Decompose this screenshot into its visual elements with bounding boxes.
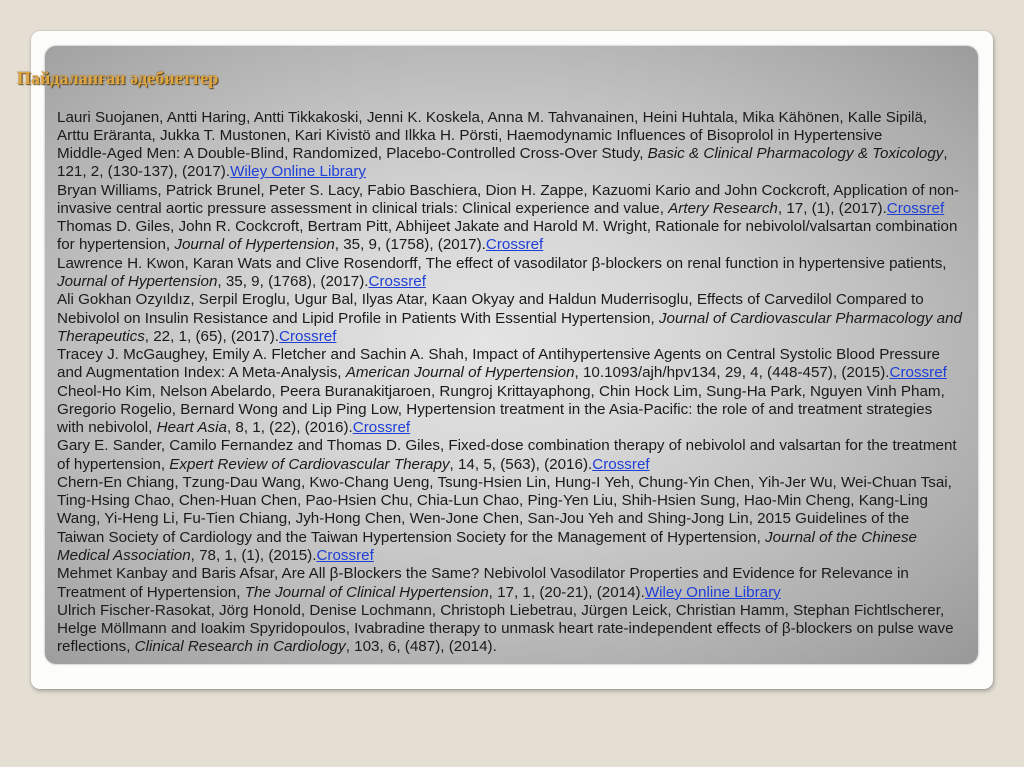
reference-line	[57, 163, 962, 181]
reference-text: Ulrich Fischer-Rasokat, Jörg Honold, Denise Lochmann, Christoph Liebetrau, Jürgen Leick, Christian Hamm, Stephan Fichtlscherer,	[57, 601, 945, 619]
reference-line	[57, 419, 962, 437]
reference-text: , 35, 9, (1758), (2017).	[334, 236, 486, 254]
reference-text: invasive central aortic pressure assessment in clinical trials: Clinical experience and value,	[57, 199, 669, 217]
reference-line	[57, 255, 962, 273]
reference-text: Taiwan Society of Cardiology and the Taiwan Hypertension Society for the Management of Hypertension,	[57, 528, 766, 546]
reference-text: , 10.1093/ajh/hpv134, 29, 4, (448-457), (2015).	[574, 364, 890, 382]
journal-title: Journal of Hypertension	[57, 272, 218, 290]
reference-text: for hypertension,	[57, 236, 175, 254]
journal-title: Journal of Cardiovascular Pharmacology and	[658, 309, 962, 327]
wiley-online-library-link[interactable]: Wiley Online Library	[644, 583, 781, 601]
reference-item	[57, 109, 962, 182]
reference-line	[57, 529, 962, 547]
reference-line	[57, 364, 962, 382]
journal-title: Heart Asia	[156, 419, 227, 437]
reference-text: Middle-Aged Men: A Double-Blind, Randomized, Placebo-Controlled Cross-Over Study,	[57, 145, 648, 163]
reference-item	[57, 565, 962, 602]
crossref-link[interactable]: Crossref	[889, 364, 947, 382]
slide-title: Пайдаланған әдебиеттер	[17, 68, 219, 88]
reference-line	[57, 547, 962, 565]
journal-title: Expert Review of Cardiovascular Therapy	[169, 455, 450, 473]
reference-line	[57, 109, 962, 127]
journal-title: Journal of Hypertension	[174, 236, 335, 254]
journal-title: Basic & Clinical Pharmacology & Toxicology	[647, 145, 944, 163]
reference-text: Chern-En Chiang, Tzung-Dau Wang, Kwo-Chang Ueng, Tsung-Hsien Lin, Hung-I Yeh, Chung-Yin Chen, Yih-Jer Wu, Wei-Chuan Tsai,	[57, 473, 952, 491]
reference-line	[57, 401, 962, 419]
reference-text: Ali Gokhan Ozyıldız, Serpil Eroglu, Ugur Bal, Ilyas Atar, Kaan Okyay and Haldun Muderrisoglu, Effects of Carvedilol Compared to	[57, 291, 924, 309]
reference-line	[57, 565, 962, 583]
reference-line	[57, 328, 962, 346]
reference-text: , 17, (1), (2017).	[777, 199, 887, 217]
reference-item	[57, 218, 962, 255]
reference-line	[57, 200, 962, 218]
reference-text: Lawrence H. Kwon, Karan Wats and Clive Rosendorff, The effect of vasodilator β-blockers on renal function in hypertensive patients,	[57, 254, 947, 272]
crossref-link[interactable]: Crossref	[485, 236, 544, 254]
reference-text: , 8, 1, (22), (2016).	[226, 419, 353, 437]
reference-text: , 22, 1, (65), (2017).	[144, 327, 280, 345]
reference-text: and Augmentation Index: A Meta-Analysis,	[57, 364, 346, 382]
reference-line	[57, 510, 962, 528]
reference-text: , 35, 9, (1768), (2017).	[217, 272, 369, 290]
reference-line	[57, 437, 962, 455]
reference-item	[57, 474, 962, 565]
journal-title: Artery Research	[668, 199, 778, 217]
crossref-link[interactable]: Crossref	[368, 272, 426, 290]
reference-item	[57, 182, 962, 219]
reference-line	[57, 127, 962, 145]
content-panel	[45, 46, 978, 664]
reference-item	[57, 291, 962, 346]
crossref-link[interactable]: Crossref	[886, 199, 945, 217]
journal-title: The Journal of Clinical Hypertension	[244, 583, 489, 601]
crossref-link[interactable]: Crossref	[592, 455, 650, 473]
reference-line	[57, 474, 962, 492]
reference-text: Arttu Eräranta, Jukka T. Mustonen, Kari Kivistö and Ilkka H. Pörsti, Haemodynamic Influences of Bisoprolol in Hypertensive	[57, 126, 883, 144]
reference-line	[57, 236, 962, 254]
wiley-online-library-link[interactable]: Wiley Online Library	[230, 163, 366, 181]
reference-text: Cheol-Ho Kim, Nelson Abelardo, Peera Buranakitjaroen, Rungroj Krittayaphong, Chin Hock Lim, Sung-Ha Park, Nguyen Vinh Pham,	[57, 382, 945, 400]
reference-text: Gregorio Rogelio, Bernard Wong and Lip Ping Low, Hypertension treatment in the Asia-Pacific: the role of and treatment strategies	[57, 400, 933, 418]
reference-line	[57, 291, 962, 309]
crossref-link[interactable]: Crossref	[352, 419, 411, 437]
reference-text: Helge Möllmann and Ioakim Spyridopoulos, Ivabradine therapy to unmask heart rate-independent effects of β-blockers on pulse wave	[57, 620, 954, 638]
journal-title: Medical Association	[57, 546, 191, 564]
reference-text: ,	[943, 145, 948, 163]
reference-text: of hypertension,	[57, 455, 170, 473]
reference-text: Ting-Hsing Chao, Chen-Huan Chen, Pao-Hsien Chu, Chia-Lun Chao, Ping-Yen Liu, Shih-Hsien Sung, Hao-Min Cheng, Kang-Ling	[57, 492, 928, 510]
reference-text: , 103, 6, (487), (2014).	[345, 638, 497, 656]
reference-item	[57, 255, 962, 292]
reference-line	[57, 584, 962, 602]
crossref-link[interactable]: Crossref	[316, 546, 374, 564]
reference-line	[57, 310, 962, 328]
reference-text: , 17, 1, (20-21), (2014).	[488, 583, 645, 601]
journal-title: Journal of the Chinese	[765, 528, 918, 546]
reference-line	[57, 346, 962, 364]
reference-text: reflections,	[57, 638, 135, 656]
reference-text: Bryan Williams, Patrick Brunel, Peter S. Lacy, Fabio Baschiera, Dion H. Zappe, Kazuomi Kario and John Cockcroft, Application of non-	[57, 181, 960, 199]
reference-text: Mehmet Kanbay and Baris Afsar, Are All β-Blockers the Same? Nebivolol Vasodilator Properties and Evidence for Relevance in	[57, 565, 909, 583]
reference-line	[57, 182, 962, 200]
reference-text: Gary E. Sander, Camilo Fernandez and Thomas D. Giles, Fixed-dose combination therapy of nebivolol and valsartan for the treatment	[57, 437, 957, 455]
reference-line	[57, 383, 962, 401]
reference-item	[57, 437, 962, 474]
reference-text: Wang, Yi-Heng Li, Fu-Tien Chiang, Jyh-Hong Chen, Wen-Jone Chen, San-Jou Yeh and Shing-Jong Lin, 2015 Guidelines of the	[57, 510, 910, 528]
journal-title: Therapeutics	[57, 327, 145, 345]
reference-list	[57, 109, 962, 657]
reference-line	[57, 602, 962, 620]
reference-line	[57, 456, 962, 474]
reference-item	[57, 383, 962, 438]
reference-line	[57, 218, 962, 236]
reference-line	[57, 620, 962, 638]
reference-text: 121, 2, (130-137), (2017).	[57, 163, 231, 181]
reference-text: Treatment of Hypertension,	[57, 583, 245, 601]
reference-line	[57, 638, 962, 656]
reference-text: Nebivolol on Insulin Resistance and Lipid Profile in Patients With Essential Hypertension,	[57, 309, 659, 327]
reference-text: , 14, 5, (563), (2016).	[449, 455, 593, 473]
reference-item	[57, 602, 962, 657]
reference-text: , 78, 1, (1), (2015).	[190, 546, 317, 564]
reference-text: Thomas D. Giles, John R. Cockcroft, Bertram Pitt, Abhijeet Jakate and Harold M. Wright, Rationale for nebivolol/valsartan combination	[57, 218, 958, 236]
crossref-link[interactable]: Crossref	[279, 327, 337, 345]
journal-title: American Journal of Hypertension	[345, 364, 575, 382]
reference-text: with nebivolol,	[57, 419, 157, 437]
reference-line	[57, 492, 962, 510]
reference-text: Tracey J. McGaughey, Emily A. Fletcher and Sachin A. Shah, Impact of Antihypertensive Agents on Central Systolic Blood Pressure	[57, 346, 940, 364]
reference-item	[57, 346, 962, 383]
journal-title: Clinical Research in Cardiology	[134, 638, 346, 656]
reference-text: Lauri Suojanen, Antti Haring, Antti Tikkakoski, Jenni K. Koskela, Anna M. Tahvanainen, Heini Huhtala, Mika Kähönen, Kalle Sipilä,	[57, 108, 928, 126]
reference-line	[57, 273, 962, 291]
reference-line	[57, 145, 962, 163]
